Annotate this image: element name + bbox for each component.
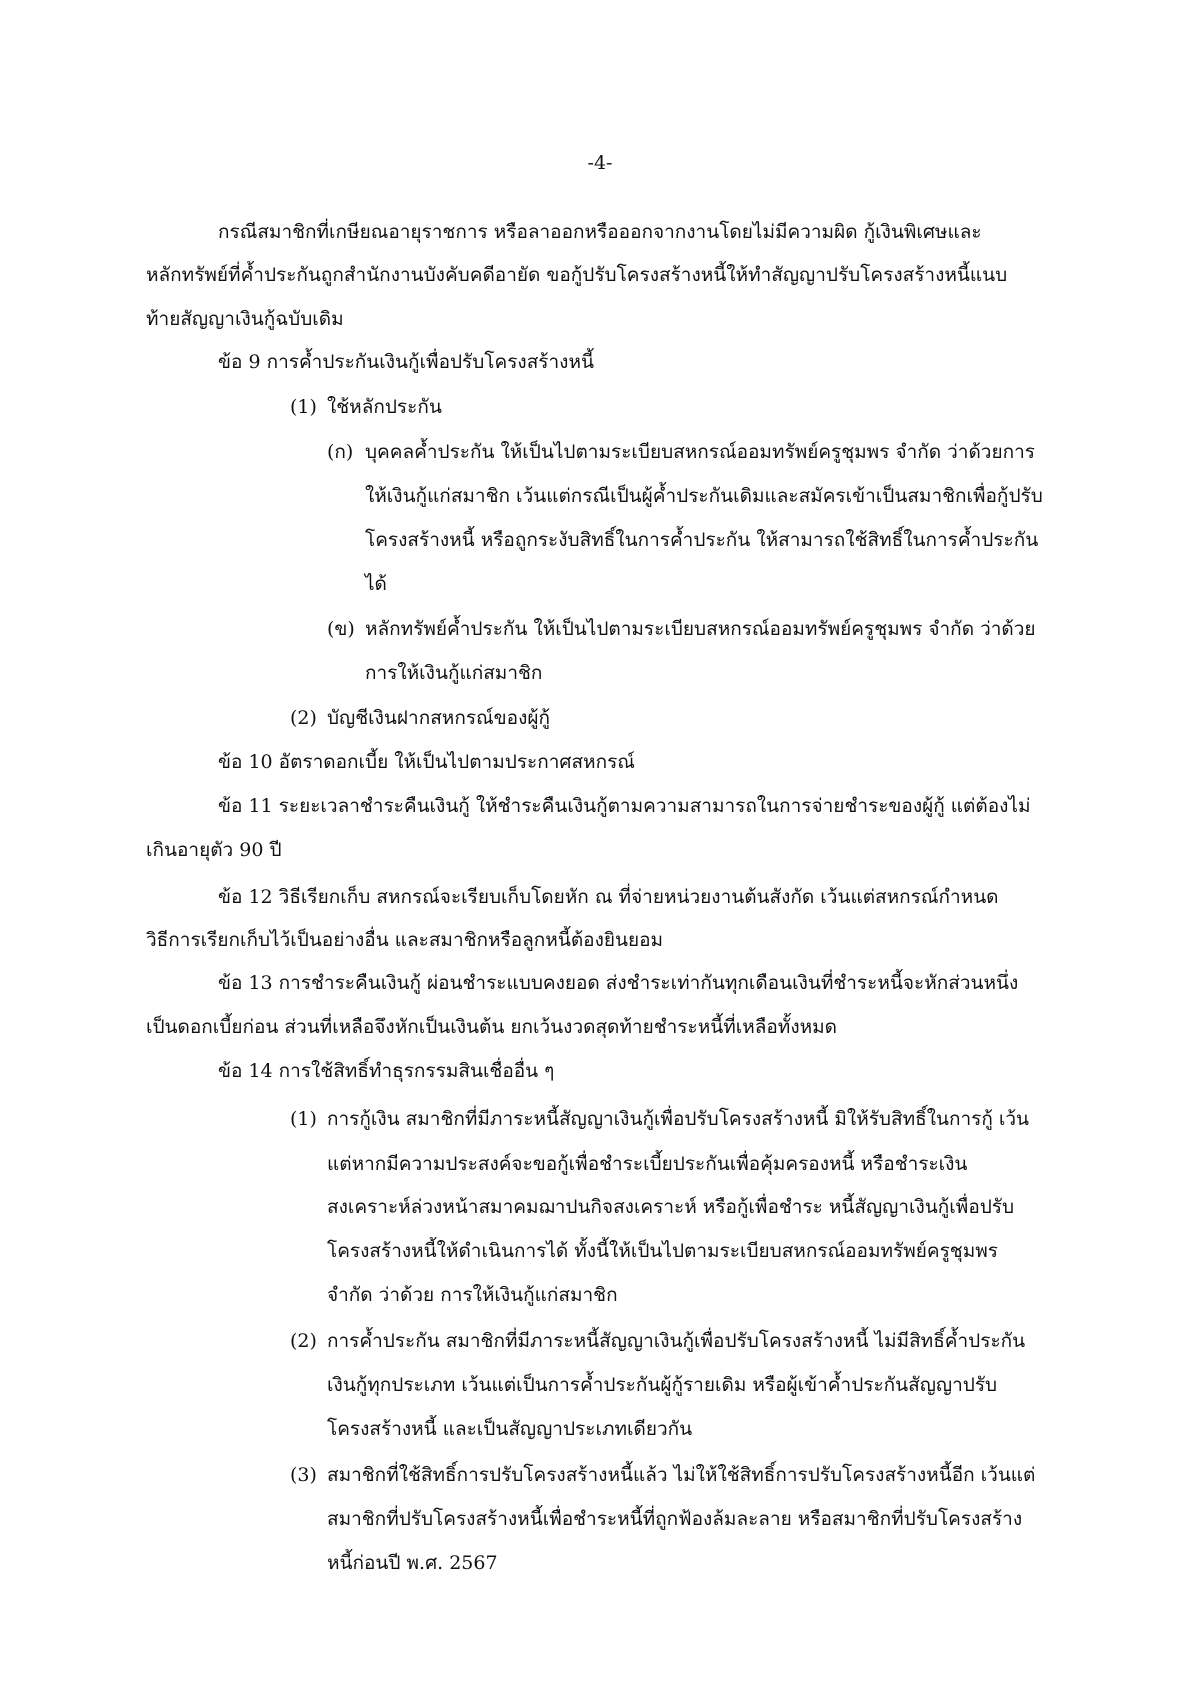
clause-14-heading: ข้อ 14 การใช้สิทธิ์ทำธุรกรรมสินเชื่ออื่น ๆ — [218, 1060, 555, 1082]
clause-9-sub-b-line-2: การให้เงินกู้แก่สมาชิก — [365, 662, 543, 684]
page-number: -4- — [587, 152, 613, 174]
intro-line-2: หลักทรัพย์ที่ค้ำประกันถูกสำนักงานบังคับคดีอายัด ขอกู้ปรับโครงสร้างหนี้ให้ทำสัญญาปรับโครงสร้างหนี้แนบ — [146, 264, 1008, 286]
clause-9-sub-b-label: (ข) — [327, 618, 355, 640]
clause-9-item-2-text: บัญชีเงินฝากสหกรณ์ของผู้กู้ — [327, 707, 550, 729]
clause-12-line-2: วิธีการเรียกเก็บไว้เป็นอย่างอื่น และสมาชิกหรือลูกหนี้ต้องยินยอม — [146, 929, 664, 951]
clause-14-item-1-line-5: จำกัด ว่าด้วย การให้เงินกู้แก่สมาชิก — [327, 1284, 618, 1306]
clause-9-heading: ข้อ 9 การค้ำประกันเงินกู้เพื่อปรับโครงสร้างหนี้ — [218, 351, 594, 373]
clause-12-line-1: ข้อ 12 วิธีเรียกเก็บ สหกรณ์จะเรียบเก็บโดยหัก ณ ที่จ่ายหน่วยงานต้นสังกัด เว้นแต่สหกรณ์กำหนด — [218, 886, 999, 908]
clause-14-item-3-line-1: สมาชิกที่ใช้สิทธิ์การปรับโครงสร้างหนี้แล้ว ไม่ให้ใช้สิทธิ์การปรับโครงสร้างหนี้อีก เว้นแต่ — [327, 1464, 1036, 1486]
clause-11-line-2: เกินอายุตัว 90 ปี — [146, 839, 282, 861]
clause-9-sub-a-line-2: ให้เงินกู้แก่สมาชิก เว้นแต่กรณีเป็นผู้ค้ำประกันเดิมและสมัครเข้าเป็นสมาชิกเพื่อกู้ปรับ — [365, 485, 1043, 507]
clause-9-sub-a-label: (ก) — [327, 441, 354, 463]
clause-14-item-2-line-1: การค้ำประกัน สมาชิกที่มีภาระหนี้สัญญาเงินกู้เพื่อปรับโครงสร้างหนี้ ไม่มีสิทธิ์ค้ำประกัน — [327, 1330, 1026, 1352]
clause-14-item-3-label: (3) — [290, 1464, 317, 1486]
clause-14-item-1-line-3: สงเคราะห์ล่วงหน้าสมาคมฌาปนกิจสงเคราะห์ หรือกู้เพื่อชำระ หนี้สัญญาเงินกู้เพื่อปรับ — [327, 1196, 1015, 1218]
clause-9-item-1-text: ใช้หลักประกัน — [327, 396, 442, 418]
clause-14-item-1-line-4: โครงสร้างหนี้ให้ดำเนินการได้ ทั้งนี้ให้เป็นไปตามระเบียบสหกรณ์ออมทรัพย์ครูชุมพร — [327, 1240, 998, 1262]
clause-13-line-1: ข้อ 13 การชำระคืนเงินกู้ ผ่อนชำระแบบคงยอด ส่งชำระเท่ากันทุกเดือนเงินที่ชำระหนี้จะหักส่วนหนึ่ง — [218, 972, 1019, 994]
intro-line-1: กรณีสมาชิกที่เกษียณอายุราชการ หรือลาออกหรือออกจากงานโดยไม่มีความผิด กู้เงินพิเศษและ — [218, 221, 982, 243]
clause-9-sub-a-line-1: บุคคลค้ำประกัน ให้เป็นไปตามระเบียบสหกรณ์ออมทรัพย์ครูชุมพร จำกัด ว่าด้วยการ — [365, 441, 1035, 463]
clause-14-item-1-label: (1) — [290, 1108, 317, 1130]
intro-line-3: ท้ายสัญญาเงินกู้ฉบับเดิม — [146, 308, 344, 330]
clause-14-item-2-label: (2) — [290, 1330, 317, 1352]
clause-11-line-1: ข้อ 11 ระยะเวลาชำระคืนเงินกู้ ให้ชำระคืนเงินกู้ตามความสามารถในการจ่ายชำระของผู้กู้ แต่ต้องไม่ — [218, 795, 1031, 817]
clause-9-sub-a-line-4: ได้ — [365, 573, 387, 595]
clause-14-item-2-line-3: โครงสร้างหนี้ และเป็นสัญญาประเภทเดียวกัน — [327, 1418, 693, 1440]
clause-9-sub-b-line-1: หลักทรัพย์ค้ำประกัน ให้เป็นไปตามระเบียบสหกรณ์ออมทรัพย์ครูชุมพร จำกัด ว่าด้วย — [365, 618, 1036, 640]
clause-9-sub-a-line-3: โครงสร้างหนี้ หรือถูกระงับสิทธิ์ในการค้ำประกัน ให้สามารถใช้สิทธิ์ในการค้ำประกัน — [365, 529, 1039, 551]
clause-10-text: ข้อ 10 อัตราดอกเบี้ย ให้เป็นไปตามประกาศสหกรณ์ — [218, 751, 635, 773]
clause-9-item-2-label: (2) — [290, 707, 317, 729]
clause-14-item-3-line-2: สมาชิกที่ปรับโครงสร้างหนี้เพื่อชำระหนี้ที่ถูกฟ้องล้มละลาย หรือสมาชิกที่ปรับโครงสร้าง — [327, 1508, 1023, 1530]
clause-14-item-1-line-1: การกู้เงิน สมาชิกที่มีภาระหนี้สัญญาเงินกู้เพื่อปรับโครงสร้างหนี้ มิให้รับสิทธิ์ในการกู้ เว้น — [327, 1108, 1030, 1130]
clause-14-item-3-line-3: หนี้ก่อนปี พ.ศ. 2567 — [327, 1552, 498, 1574]
clause-14-item-2-line-2: เงินกู้ทุกประเภท เว้นแต่เป็นการค้ำประกันผู้กู้รายเดิม หรือผู้เข้าค้ำประกันสัญญาปรับ — [327, 1374, 998, 1396]
clause-13-line-2: เป็นดอกเบี้ยก่อน ส่วนที่เหลือจึงหักเป็นเงินต้น ยกเว้นงวดสุดท้ายชำระหนี้ที่เหลือทั้งหมด — [146, 1016, 837, 1038]
clause-14-item-1-line-2: แต่หากมีความประสงค์จะขอกู้เพื่อชำระเบี้ยประกันเพื่อคุ้มครองหนี้ หรือชำระเงิน — [327, 1153, 968, 1175]
clause-9-item-1-label: (1) — [290, 396, 317, 418]
